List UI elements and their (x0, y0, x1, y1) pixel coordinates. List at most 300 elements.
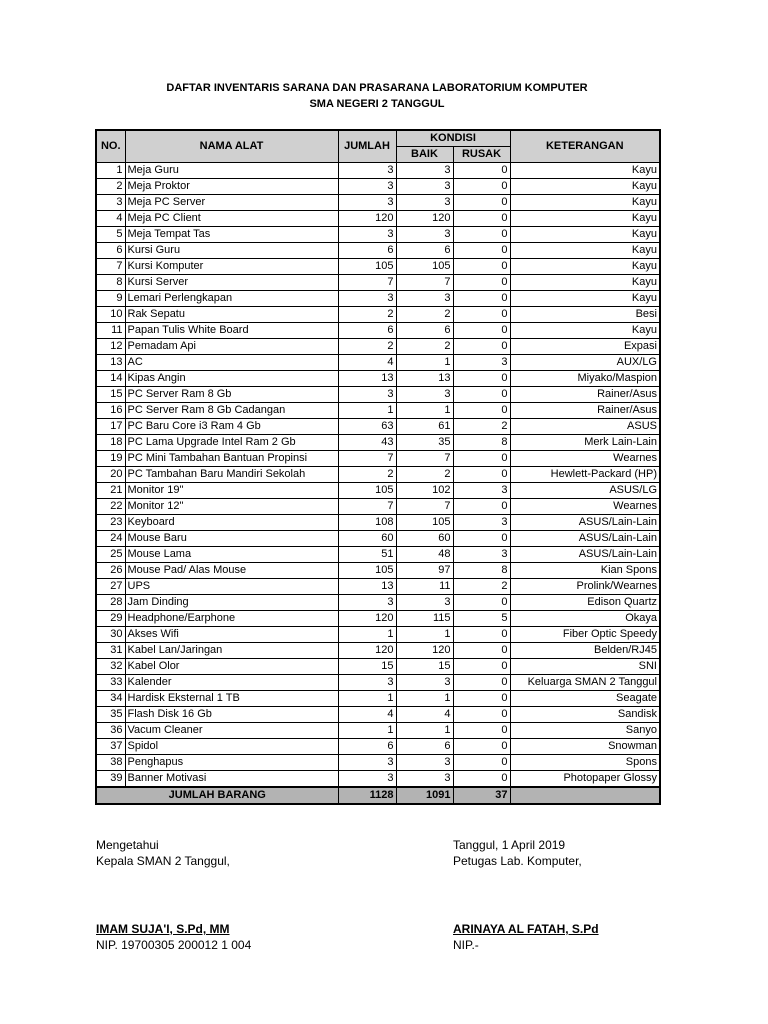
total-keterangan (510, 787, 660, 804)
cell-keterangan: Expasi (510, 339, 660, 355)
cell-nama-alat: PC Baru Core i3 Ram 4 Gb (125, 419, 338, 435)
header-rusak: RUSAK (453, 147, 510, 163)
cell-keterangan: Seagate (510, 691, 660, 707)
cell-baik: 3 (396, 195, 453, 211)
cell-rusak: 2 (453, 579, 510, 595)
cell-jumlah: 3 (338, 771, 396, 788)
cell-no: 15 (96, 387, 125, 403)
cell-baik: 120 (396, 211, 453, 227)
cell-no: 2 (96, 179, 125, 195)
signatory-left (96, 921, 251, 953)
table-row (96, 259, 660, 275)
cell-baik: 3 (396, 755, 453, 771)
header-baik: BAIK (396, 147, 453, 163)
cell-rusak: 0 (453, 291, 510, 307)
cell-keterangan: Kian Spons (510, 563, 660, 579)
cell-rusak: 0 (453, 323, 510, 339)
cell-no: 10 (96, 307, 125, 323)
cell-rusak: 0 (453, 163, 510, 179)
cell-rusak: 0 (453, 739, 510, 755)
cell-keterangan: ASUS/Lain-Lain (510, 531, 660, 547)
cell-keterangan: Sandisk (510, 707, 660, 723)
cell-jumlah: 105 (338, 259, 396, 275)
cell-nama-alat: Mouse Lama (125, 547, 338, 563)
sig-right-line1: Tanggul, 1 April 2019 (453, 838, 566, 852)
cell-no: 31 (96, 643, 125, 659)
cell-no: 12 (96, 339, 125, 355)
table-row (96, 243, 660, 259)
cell-no: 11 (96, 323, 125, 339)
cell-rusak: 0 (453, 371, 510, 387)
table-row (96, 195, 660, 211)
table-row (96, 483, 660, 499)
cell-no: 3 (96, 195, 125, 211)
cell-no: 14 (96, 371, 125, 387)
sig-right-line2: Petugas Lab. Komputer, (453, 854, 582, 868)
cell-jumlah: 120 (338, 643, 396, 659)
cell-nama-alat: Kalender (125, 675, 338, 691)
cell-nama-alat: Akses Wifi (125, 627, 338, 643)
cell-keterangan: Merk Lain-Lain (510, 435, 660, 451)
table-row (96, 515, 660, 531)
cell-rusak: 5 (453, 611, 510, 627)
cell-no: 8 (96, 275, 125, 291)
cell-keterangan: Wearnes (510, 451, 660, 467)
cell-no: 33 (96, 675, 125, 691)
table-row (96, 643, 660, 659)
cell-jumlah: 1 (338, 723, 396, 739)
sig-right-nip: NIP.- (453, 938, 479, 952)
cell-baik: 7 (396, 275, 453, 291)
cell-keterangan: ASUS/Lain-Lain (510, 547, 660, 563)
table-row (96, 403, 660, 419)
cell-rusak: 0 (453, 467, 510, 483)
cell-no: 13 (96, 355, 125, 371)
table-row (96, 387, 660, 403)
sig-left-line1: Mengetahui (96, 838, 159, 852)
cell-baik: 3 (396, 771, 453, 788)
cell-baik: 3 (396, 179, 453, 195)
cell-nama-alat: Kursi Komputer (125, 259, 338, 275)
cell-rusak: 0 (453, 403, 510, 419)
cell-keterangan: Rainer/Asus (510, 387, 660, 403)
cell-nama-alat: Kursi Guru (125, 243, 338, 259)
cell-rusak: 2 (453, 419, 510, 435)
table-row (96, 435, 660, 451)
cell-baik: 2 (396, 467, 453, 483)
cell-jumlah: 3 (338, 291, 396, 307)
cell-baik: 2 (396, 307, 453, 323)
cell-jumlah: 3 (338, 387, 396, 403)
sig-left-line2: Kepala SMAN 2 Tanggul, (96, 854, 230, 868)
cell-keterangan: Kayu (510, 259, 660, 275)
table-row (96, 563, 660, 579)
table-row (96, 307, 660, 323)
cell-baik: 97 (396, 563, 453, 579)
table-row (96, 275, 660, 291)
header-nama-alat: NAMA ALAT (125, 130, 338, 163)
table-row (96, 675, 660, 691)
inventory-rows (96, 163, 660, 788)
cell-nama-alat: Spidol (125, 739, 338, 755)
cell-rusak: 0 (453, 707, 510, 723)
cell-rusak: 0 (453, 627, 510, 643)
cell-keterangan: AUX/LG (510, 355, 660, 371)
cell-baik: 1 (396, 403, 453, 419)
cell-no: 22 (96, 499, 125, 515)
cell-baik: 6 (396, 243, 453, 259)
total-jumlah: 1128 (338, 787, 396, 804)
cell-keterangan: Sanyo (510, 723, 660, 739)
cell-nama-alat: Kabel Lan/Jaringan (125, 643, 338, 659)
cell-rusak: 0 (453, 179, 510, 195)
cell-jumlah: 2 (338, 307, 396, 323)
table-row (96, 227, 660, 243)
cell-rusak: 0 (453, 243, 510, 259)
cell-keterangan: ASUS (510, 419, 660, 435)
cell-baik: 1 (396, 355, 453, 371)
cell-baik: 3 (396, 163, 453, 179)
cell-baik: 7 (396, 451, 453, 467)
cell-no: 25 (96, 547, 125, 563)
cell-nama-alat: Meja PC Server (125, 195, 338, 211)
cell-baik: 3 (396, 387, 453, 403)
cell-jumlah: 108 (338, 515, 396, 531)
table-row (96, 531, 660, 547)
cell-jumlah: 13 (338, 579, 396, 595)
cell-keterangan: Miyako/Maspion (510, 371, 660, 387)
header-no: NO. (96, 130, 125, 163)
sig-left-nip: NIP. 19700305 200012 1 004 (96, 938, 252, 952)
cell-no: 4 (96, 211, 125, 227)
total-row (96, 787, 660, 804)
cell-baik: 11 (396, 579, 453, 595)
table-row (96, 211, 660, 227)
cell-nama-alat: Flash Disk 16 Gb (125, 707, 338, 723)
cell-jumlah: 60 (338, 531, 396, 547)
cell-jumlah: 4 (338, 707, 396, 723)
signature-right-block (453, 837, 582, 869)
cell-nama-alat: Kipas Angin (125, 371, 338, 387)
cell-jumlah: 15 (338, 659, 396, 675)
cell-nama-alat: Hardisk Eksternal 1 TB (125, 691, 338, 707)
cell-no: 21 (96, 483, 125, 499)
cell-baik: 102 (396, 483, 453, 499)
table-row (96, 467, 660, 483)
cell-nama-alat: Keyboard (125, 515, 338, 531)
cell-baik: 48 (396, 547, 453, 563)
cell-nama-alat: PC Lama Upgrade Intel Ram 2 Gb (125, 435, 338, 451)
cell-rusak: 0 (453, 643, 510, 659)
cell-keterangan: Kayu (510, 243, 660, 259)
cell-jumlah: 3 (338, 195, 396, 211)
cell-nama-alat: Kabel Olor (125, 659, 338, 675)
cell-baik: 6 (396, 323, 453, 339)
cell-nama-alat: Papan Tulis White Board (125, 323, 338, 339)
cell-jumlah: 105 (338, 563, 396, 579)
cell-jumlah: 2 (338, 467, 396, 483)
cell-baik: 3 (396, 675, 453, 691)
cell-baik: 15 (396, 659, 453, 675)
cell-no: 1 (96, 163, 125, 179)
cell-jumlah: 3 (338, 755, 396, 771)
header-kondisi: KONDISI (396, 130, 510, 147)
cell-jumlah: 3 (338, 675, 396, 691)
cell-keterangan: Belden/RJ45 (510, 643, 660, 659)
cell-keterangan: SNI (510, 659, 660, 675)
cell-no: 23 (96, 515, 125, 531)
cell-no: 16 (96, 403, 125, 419)
cell-keterangan: Hewlett-Packard (HP) (510, 467, 660, 483)
cell-nama-alat: Rak Sepatu (125, 307, 338, 323)
cell-no: 35 (96, 707, 125, 723)
cell-no: 7 (96, 259, 125, 275)
cell-rusak: 0 (453, 259, 510, 275)
cell-baik: 120 (396, 643, 453, 659)
table-row (96, 611, 660, 627)
cell-nama-alat: Headphone/Earphone (125, 611, 338, 627)
cell-baik: 3 (396, 595, 453, 611)
cell-nama-alat: Penghapus (125, 755, 338, 771)
cell-keterangan: ASUS/LG (510, 483, 660, 499)
total-rusak: 37 (453, 787, 510, 804)
signatory-right (453, 921, 599, 953)
table-row (96, 339, 660, 355)
table-row (96, 659, 660, 675)
cell-nama-alat: Meja Tempat Tas (125, 227, 338, 243)
cell-jumlah: 7 (338, 275, 396, 291)
document-title: DAFTAR INVENTARIS SARANA DAN PRASARANA LABORATORIUM KOMPUTER (166, 82, 588, 94)
cell-no: 19 (96, 451, 125, 467)
table-row (96, 739, 660, 755)
table-row (96, 627, 660, 643)
cell-no: 38 (96, 755, 125, 771)
sig-left-name: IMAM SUJA'I, S.Pd, MM (96, 922, 230, 936)
cell-keterangan: Edison Quartz (510, 595, 660, 611)
cell-baik: 6 (396, 739, 453, 755)
cell-no: 32 (96, 659, 125, 675)
table-row (96, 355, 660, 371)
cell-baik: 35 (396, 435, 453, 451)
cell-nama-alat: Mouse Baru (125, 531, 338, 547)
cell-keterangan: Kayu (510, 227, 660, 243)
cell-jumlah: 1 (338, 691, 396, 707)
table-row (96, 371, 660, 387)
cell-nama-alat: AC (125, 355, 338, 371)
cell-no: 28 (96, 595, 125, 611)
cell-jumlah: 120 (338, 211, 396, 227)
cell-no: 27 (96, 579, 125, 595)
cell-jumlah: 6 (338, 739, 396, 755)
sig-right-name: ARINAYA AL FATAH, S.Pd (453, 922, 599, 936)
cell-baik: 3 (396, 227, 453, 243)
table-row (96, 691, 660, 707)
cell-nama-alat: Meja Guru (125, 163, 338, 179)
cell-jumlah: 63 (338, 419, 396, 435)
cell-baik: 13 (396, 371, 453, 387)
table-row (96, 579, 660, 595)
cell-no: 17 (96, 419, 125, 435)
table-row (96, 499, 660, 515)
cell-keterangan: Okaya (510, 611, 660, 627)
cell-jumlah: 4 (338, 355, 396, 371)
cell-jumlah: 6 (338, 243, 396, 259)
cell-jumlah: 3 (338, 227, 396, 243)
cell-jumlah: 1 (338, 627, 396, 643)
table-row (96, 771, 660, 788)
cell-jumlah: 13 (338, 371, 396, 387)
cell-jumlah: 3 (338, 595, 396, 611)
signature-left-block (96, 837, 230, 869)
cell-keterangan: Photopaper Glossy (510, 771, 660, 788)
cell-nama-alat: PC Server Ram 8 Gb (125, 387, 338, 403)
cell-nama-alat: Lemari Perlengkapan (125, 291, 338, 307)
cell-baik: 2 (396, 339, 453, 355)
cell-keterangan: ASUS/Lain-Lain (510, 515, 660, 531)
cell-no: 9 (96, 291, 125, 307)
header-jumlah: JUMLAH (338, 130, 396, 163)
cell-baik: 1 (396, 723, 453, 739)
cell-no: 26 (96, 563, 125, 579)
total-baik: 1091 (396, 787, 453, 804)
cell-no: 20 (96, 467, 125, 483)
cell-no: 18 (96, 435, 125, 451)
document-subtitle: SMA NEGERI 2 TANGGUL (309, 98, 445, 110)
cell-keterangan: Rainer/Asus (510, 403, 660, 419)
cell-rusak: 0 (453, 531, 510, 547)
cell-jumlah: 1 (338, 403, 396, 419)
cell-nama-alat: Jam Dinding (125, 595, 338, 611)
cell-baik: 105 (396, 259, 453, 275)
table-row (96, 707, 660, 723)
header-keterangan: KETERANGAN (510, 130, 660, 163)
cell-baik: 115 (396, 611, 453, 627)
total-label: JUMLAH BARANG (96, 787, 338, 804)
cell-baik: 4 (396, 707, 453, 723)
cell-keterangan: Kayu (510, 195, 660, 211)
cell-no: 36 (96, 723, 125, 739)
cell-rusak: 0 (453, 771, 510, 788)
cell-rusak: 0 (453, 227, 510, 243)
cell-rusak: 0 (453, 723, 510, 739)
cell-rusak: 0 (453, 339, 510, 355)
cell-no: 29 (96, 611, 125, 627)
cell-nama-alat: UPS (125, 579, 338, 595)
cell-nama-alat: Monitor 12" (125, 499, 338, 515)
cell-keterangan: Kayu (510, 163, 660, 179)
cell-no: 30 (96, 627, 125, 643)
cell-baik: 3 (396, 291, 453, 307)
cell-rusak: 3 (453, 547, 510, 563)
cell-baik: 7 (396, 499, 453, 515)
cell-jumlah: 43 (338, 435, 396, 451)
table-row (96, 451, 660, 467)
cell-no: 24 (96, 531, 125, 547)
cell-nama-alat: PC Mini Tambahan Bantuan Propinsi (125, 451, 338, 467)
cell-jumlah: 105 (338, 483, 396, 499)
cell-keterangan: Kayu (510, 211, 660, 227)
cell-rusak: 0 (453, 211, 510, 227)
cell-rusak: 0 (453, 691, 510, 707)
cell-rusak: 3 (453, 515, 510, 531)
cell-keterangan: Wearnes (510, 499, 660, 515)
cell-rusak: 3 (453, 355, 510, 371)
cell-keterangan: Snowman (510, 739, 660, 755)
cell-keterangan: Fiber Optic Speedy (510, 627, 660, 643)
cell-no: 37 (96, 739, 125, 755)
cell-keterangan: Keluarga SMAN 2 Tanggul (510, 675, 660, 691)
cell-rusak: 8 (453, 435, 510, 451)
cell-nama-alat: Mouse Pad/ Alas Mouse (125, 563, 338, 579)
table-row (96, 323, 660, 339)
cell-rusak: 0 (453, 387, 510, 403)
cell-keterangan: Kayu (510, 275, 660, 291)
cell-rusak: 0 (453, 499, 510, 515)
cell-nama-alat: PC Server Ram 8 Gb Cadangan (125, 403, 338, 419)
cell-rusak: 0 (453, 307, 510, 323)
cell-keterangan: Prolink/Wearnes (510, 579, 660, 595)
cell-baik: 61 (396, 419, 453, 435)
table-row (96, 723, 660, 739)
cell-jumlah: 3 (338, 163, 396, 179)
cell-rusak: 0 (453, 195, 510, 211)
table-row (96, 179, 660, 195)
cell-nama-alat: Monitor 19" (125, 483, 338, 499)
cell-rusak: 0 (453, 659, 510, 675)
cell-rusak: 0 (453, 755, 510, 771)
inventory-table (95, 129, 661, 805)
cell-rusak: 3 (453, 483, 510, 499)
cell-baik: 1 (396, 691, 453, 707)
table-row (96, 595, 660, 611)
cell-rusak: 0 (453, 675, 510, 691)
cell-nama-alat: Pemadam Api (125, 339, 338, 355)
cell-jumlah: 51 (338, 547, 396, 563)
cell-nama-alat: Kursi Server (125, 275, 338, 291)
table-row (96, 291, 660, 307)
cell-nama-alat: PC Tambahan Baru Mandiri Sekolah (125, 467, 338, 483)
cell-baik: 105 (396, 515, 453, 531)
cell-rusak: 8 (453, 563, 510, 579)
cell-rusak: 0 (453, 595, 510, 611)
cell-no: 39 (96, 771, 125, 788)
cell-baik: 1 (396, 627, 453, 643)
cell-jumlah: 120 (338, 611, 396, 627)
cell-jumlah: 3 (338, 179, 396, 195)
table-row (96, 755, 660, 771)
cell-rusak: 0 (453, 451, 510, 467)
cell-rusak: 0 (453, 275, 510, 291)
cell-no: 6 (96, 243, 125, 259)
cell-nama-alat: Banner Motivasi (125, 771, 338, 788)
cell-jumlah: 7 (338, 451, 396, 467)
cell-keterangan: Kayu (510, 323, 660, 339)
cell-keterangan: Spons (510, 755, 660, 771)
table-row (96, 419, 660, 435)
cell-nama-alat: Meja PC Client (125, 211, 338, 227)
cell-jumlah: 2 (338, 339, 396, 355)
table-row (96, 547, 660, 563)
cell-keterangan: Kayu (510, 179, 660, 195)
cell-nama-alat: Vacum Cleaner (125, 723, 338, 739)
cell-nama-alat: Meja Proktor (125, 179, 338, 195)
cell-keterangan: Kayu (510, 291, 660, 307)
cell-no: 5 (96, 227, 125, 243)
cell-jumlah: 7 (338, 499, 396, 515)
cell-jumlah: 6 (338, 323, 396, 339)
cell-keterangan: Besi (510, 307, 660, 323)
cell-no: 34 (96, 691, 125, 707)
